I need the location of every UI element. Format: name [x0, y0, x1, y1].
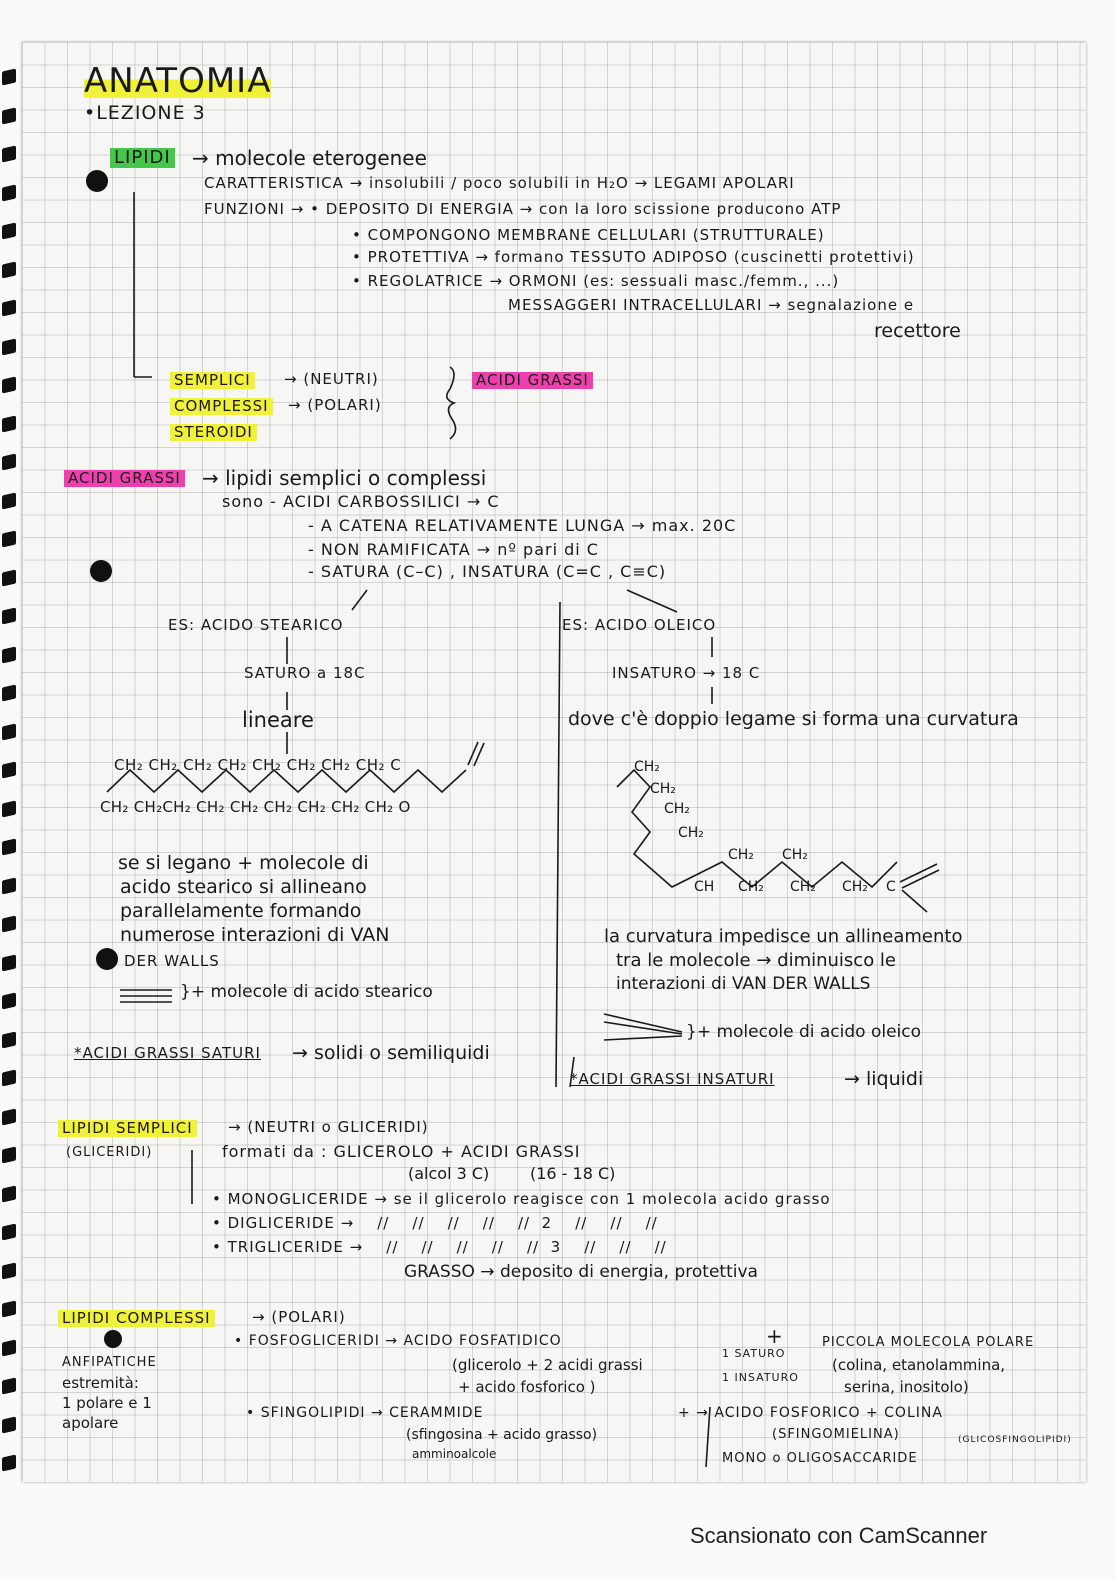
- lipidi-funzione-4: • REGOLATRICE → ORMONI (es: sessuali masc./femm., ...): [352, 272, 840, 290]
- bullet-dot: [86, 170, 108, 192]
- type-complessi: COMPLESSI: [170, 398, 273, 415]
- spiral-ring: [2, 646, 16, 663]
- spiral-ring: [2, 762, 16, 779]
- oleico-note-2: tra le molecole → diminuisco le: [616, 950, 897, 971]
- spiral-ring: [2, 993, 16, 1010]
- spiral-ring: [2, 1416, 16, 1433]
- spiral-ring: [2, 300, 16, 317]
- spiral-ring: [2, 415, 16, 432]
- oleico-chain-1: CH₂: [634, 759, 660, 775]
- plus-sign: +: [766, 1324, 783, 1348]
- lipidi-funzioni: FUNZIONI → • DEPOSITO DI ENERGIA → con la loro scissione producono ATP: [204, 200, 842, 218]
- fosfogliceridi: • FOSFOGLICERIDI → ACIDO FOSFATIDICO: [234, 1333, 562, 1349]
- acido-saturo: 1 SATURO: [722, 1347, 786, 1360]
- spiral-ring: [2, 146, 16, 163]
- saturi-label: *ACIDI GRASSI SATURI: [74, 1044, 261, 1062]
- acidi-grassi-line-2: sono - ACIDI CARBOSSILICI → C: [222, 492, 500, 511]
- sfingolipidi-2: (sfingosina + acido grasso): [406, 1427, 598, 1443]
- spiral-ring: [2, 723, 16, 740]
- column-divider: [556, 602, 560, 1087]
- stearico-note-1: se si legano + molecole di: [118, 852, 369, 874]
- scanner-footer: Scansionato con CamScanner: [690, 1523, 988, 1548]
- semplici-label: LIPIDI SEMPLICI: [58, 1120, 197, 1137]
- oleico-chain-5: CH₂: [728, 847, 754, 863]
- oleico-note-4: }+ molecole di acido oleico: [686, 1022, 921, 1042]
- spiral-ring: [2, 839, 16, 856]
- stearico-note-2: acido stearico si allineano: [120, 876, 367, 898]
- semplici-neutri: → (NEUTRI): [284, 370, 379, 388]
- type-steroidi: STEROIDI: [170, 424, 257, 441]
- spiral-ring: [2, 377, 16, 394]
- stearico-top-row: CH₂ CH₂ CH₂ CH₂ CH₂ CH₂ CH₂ CH₂ C: [114, 756, 402, 774]
- stearico-bottom-row: CH₂ CH₂CH₂ CH₂ CH₂ CH₂ CH₂ CH₂ CH₂ O: [100, 798, 411, 816]
- fosfogliceridi-3: + acido fosforico ): [458, 1378, 596, 1396]
- spiral-ring: [2, 223, 16, 240]
- mono-oligosaccaride: MONO o OLIGOSACCARIDE: [722, 1451, 918, 1466]
- stearico-note-4: numerose interazioni di VAN: [120, 924, 390, 946]
- acidi-grassi-line-1: → lipidi semplici o complessi: [202, 466, 487, 490]
- sfingolipidi: • SFINGOLIPIDI → CERAMMIDE: [246, 1405, 484, 1421]
- lipidi-funzione-3: • PROTETTIVA → formano TESSUTO ADIPOSO (cuscinetti protettivi): [352, 248, 915, 266]
- oleico-chain-6: CH₂: [782, 847, 808, 863]
- acidi-grassi-line-3: - A CATENA RELATIVAMENTE LUNGA → max. 20C: [308, 516, 737, 535]
- acidi-grassi-line-4: - NON RAMIFICATA → nº pari di C: [308, 540, 599, 559]
- oleico-chain-4: CH₂: [678, 825, 704, 841]
- spiral-ring: [2, 1031, 16, 1048]
- spiral-ring: [2, 954, 16, 971]
- type-semplici: SEMPLICI: [170, 372, 255, 389]
- anfipatiche-2: estremità:: [62, 1374, 139, 1392]
- page-title: ANATOMIA: [84, 61, 272, 101]
- spiral-ring: [2, 107, 16, 124]
- oleico-chain-7: CH: [694, 879, 715, 895]
- lipidi-funzione-2: • COMPONGONO MEMBRANE CELLULARI (STRUTTURALE): [352, 226, 825, 244]
- stearico-note-6: }+ molecole di acido stearico: [180, 982, 433, 1002]
- insaturi-def: → liquidi: [844, 1068, 924, 1090]
- spiral-ring: [2, 338, 16, 355]
- spiral-ring: [2, 685, 16, 702]
- spiral-ring: [2, 184, 16, 201]
- stearico-example: ES: ACIDO STEARICO: [168, 616, 344, 634]
- acido-insaturo: 1 INSATURO: [722, 1371, 799, 1384]
- bullet-dot: [90, 560, 112, 582]
- anfipatiche-1: ANFIPATICHE: [62, 1355, 157, 1370]
- oleico-example: ES: ACIDO OLEICO: [562, 616, 717, 634]
- oleico-chain-10: CH₂: [842, 879, 868, 895]
- oleico-chain-9: CH₂: [790, 879, 816, 895]
- oleico-chain-2: CH₂: [650, 781, 676, 797]
- piccola-molecola-2: (colina, etanolammina,: [832, 1356, 1006, 1374]
- lipidi-def: → molecole eterogenee: [192, 146, 427, 170]
- complessi-polari: → (POLARI): [288, 396, 382, 414]
- sfingomielina: (SFINGOMIELINA): [772, 1427, 900, 1442]
- sfingolipidi-3: amminoalcole: [412, 1447, 497, 1461]
- spiral-ring: [2, 1108, 16, 1125]
- piccola-molecola: PICCOLA MOLECOLA POLARE: [822, 1335, 1035, 1350]
- monogliceride: • MONOGLICERIDE → se il glicerolo reagisce con 1 molecola acido grasso: [212, 1190, 831, 1208]
- anfipatiche-4: apolare: [62, 1414, 119, 1432]
- insaturi-label: *ACIDI GRASSI INSATURI: [570, 1070, 775, 1088]
- spiral-ring: [2, 877, 16, 894]
- spiral-ring: [2, 492, 16, 509]
- semplici-line-3: (alcol 3 C) (16 - 18 C): [408, 1164, 616, 1183]
- lipidi-funzione-5: MESSAGGERI INTRACELLULARI → segnalazione e: [508, 296, 915, 314]
- oleico-insaturo: INSATURO → 18 C: [612, 664, 761, 682]
- spiral-ring: [2, 916, 16, 933]
- semplici-line-2: formati da : GLICEROLO + ACIDI GRASSI: [222, 1142, 581, 1161]
- trigliceride: • TRIGLICERIDE → // // // // // 3 // // //: [212, 1238, 667, 1256]
- spiral-ring: [2, 1455, 16, 1472]
- spiral-ring: [2, 1301, 16, 1318]
- oleico-note-3: interazioni di VAN DER WALLS: [616, 974, 871, 994]
- spiral-ring: [2, 1147, 16, 1164]
- spiral-ring: [2, 1224, 16, 1241]
- acidi-grassi-line-5: - SATURA (C–C) , INSATURA (C=C , C≡C): [308, 562, 667, 581]
- stearico-lineare: lineare: [242, 708, 314, 732]
- spiral-ring: [2, 608, 16, 625]
- digliceride: • DIGLICERIDE → // // // // // 2 // // //: [212, 1214, 658, 1232]
- fosfogliceridi-2: (glicerolo + 2 acidi grassi: [452, 1356, 643, 1374]
- bullet-dot: [96, 948, 118, 970]
- bullet-dot: [104, 1330, 122, 1348]
- grasso-line: GRASSO → deposito di energia, protettiva: [404, 1262, 758, 1282]
- anfipatiche-3: 1 polare e 1: [62, 1394, 152, 1412]
- oleico-note-1: la curvatura impedisce un allineamento: [604, 926, 963, 947]
- acidi-grassi-tag: ACIDI GRASSI: [472, 372, 593, 389]
- semplici-sub: (GLICERIDI): [66, 1145, 153, 1160]
- lipidi-funzione-5b: recettore: [874, 320, 961, 342]
- notebook-sheet: [22, 42, 1086, 1482]
- semplici-line-1: → (NEUTRI o GLICERIDI): [228, 1118, 429, 1136]
- stearico-note-3: parallelamente formando: [120, 900, 362, 922]
- saturi-def: → solidi o semiliquidi: [292, 1042, 490, 1064]
- spiral-ring: [2, 800, 16, 817]
- sfingolipidi-plus: + → ACIDO FOSFORICO + COLINA: [678, 1405, 943, 1421]
- complessi-polari-label: → (POLARI): [252, 1308, 346, 1326]
- spiral-ring: [2, 569, 16, 586]
- piccola-molecola-3: serina, inositolo): [844, 1378, 969, 1396]
- spiral-ring: [2, 531, 16, 548]
- spiral-ring: [2, 1262, 16, 1279]
- spiral-ring: [2, 454, 16, 471]
- lipidi-caratteristica: CARATTERISTICA → insolubili / poco solubili in H₂O → LEGAMI APOLARI: [204, 174, 795, 192]
- oleico-curvatura: dove c'è doppio legame si forma una curvatura: [568, 708, 1019, 730]
- spiral-ring: [2, 1185, 16, 1202]
- lesson-label: •LEZIONE 3: [84, 102, 206, 124]
- spiral-ring: [2, 1339, 16, 1356]
- acidi-grassi-label: ACIDI GRASSI: [64, 470, 185, 487]
- complessi-label: LIPIDI COMPLESSI: [58, 1310, 215, 1327]
- lipidi-label: LIPIDI: [110, 148, 175, 168]
- spiral-ring: [2, 261, 16, 278]
- oleico-chain-3: CH₂: [664, 801, 690, 817]
- spiral-ring: [2, 1070, 16, 1087]
- oleico-chain-11: C: [886, 879, 896, 895]
- spiral-ring: [2, 1378, 16, 1395]
- glicosfingolipidi: (GLICOSFINGOLIPIDI): [958, 1435, 1072, 1445]
- stearico-note-5: DER WALLS: [124, 952, 220, 970]
- oleico-chain-8: CH₂: [738, 879, 764, 895]
- spiral-ring: [2, 69, 16, 86]
- stearico-saturo: SATURO a 18C: [244, 664, 366, 682]
